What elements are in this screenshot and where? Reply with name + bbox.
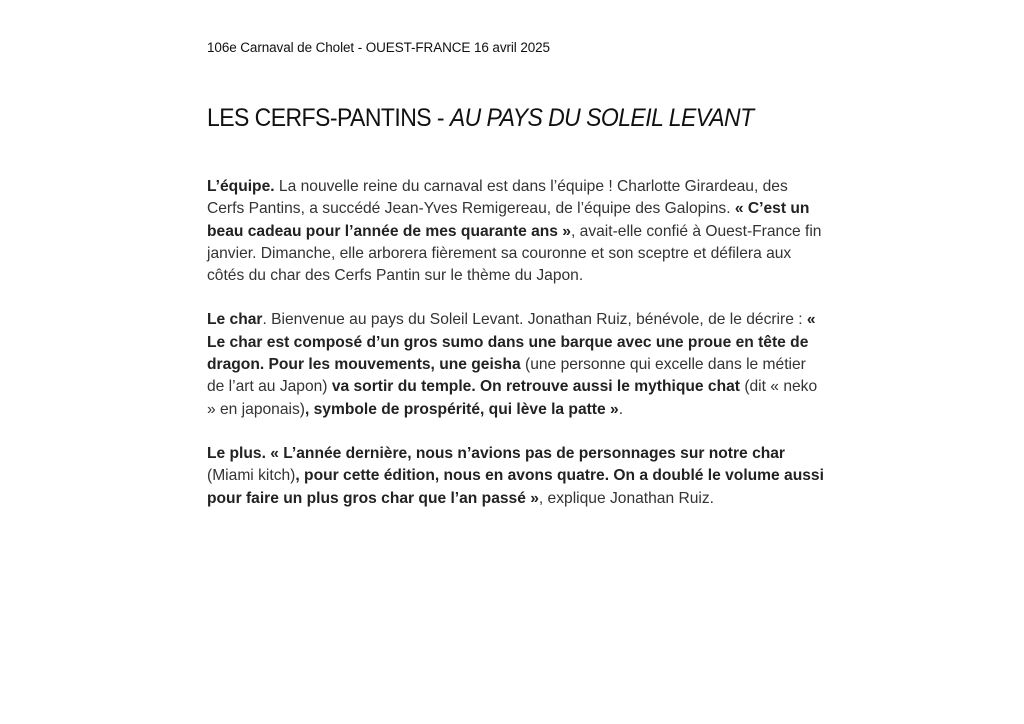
paragraph-char	[207, 309, 827, 420]
paragraph-text: (Miami kitch)	[207, 467, 296, 485]
paragraph-quote: , pour cette édition, nous en avons quatre. On a doublé le volume aussi pour faire un plus gros char que l’an passé »	[207, 467, 824, 507]
paragraph-quote: , symbole de prospérité, qui lève la patte »	[304, 400, 619, 418]
source-line: 106e Carnaval de Cholet - OUEST-FRANCE 16 avril 2025	[207, 40, 550, 55]
paragraph-quote: « C’est un beau cadeau pour l’année de mes quarante ans »	[207, 200, 810, 240]
paragraph-text: , avait-elle confié à Ouest-France fin janvier. Dimanche, elle arborera fièrement sa couronne et son sceptre et défilera aux côtés du char des Cerfs Pantin sur le thème du Japon.	[207, 222, 822, 285]
paragraph-quote: va sortir du temple. On retrouve aussi le mythique chat	[331, 378, 740, 396]
paragraph-text: , explique Jonathan Ruiz.	[538, 489, 715, 507]
paragraph-text: . Bienvenue au pays du Soleil Levant. Jonathan Ruiz, bénévole, de le décrire :	[262, 311, 807, 329]
paragraph-quote: « Le char est composé d’un gros sumo dans une barque avec une proue en tête de dragon. Pour les mouvements, une geisha	[207, 311, 816, 374]
paragraph-equipe	[207, 176, 827, 287]
paragraph-text: (dit « neko » en japonais)	[207, 378, 818, 418]
paragraph-text: .	[618, 400, 624, 418]
paragraph-text: La nouvelle reine du carnaval est dans l’équipe ! Charlotte Girardeau, des Cerfs Pantins, a succédé Jean-Yves Remigereau, de l’équipe des Galopins.	[207, 178, 788, 218]
paragraph-text: (une personne qui excelle dans le métier de l’art au Japon)	[207, 356, 806, 396]
paragraph-lead: Le char	[207, 311, 263, 329]
headline-main: LES CERFS-PANTINS -	[207, 104, 450, 132]
article-body	[207, 176, 827, 510]
paragraph-plus	[207, 443, 827, 510]
headline-subtitle: AU PAYS DU SOLEIL LEVANT	[449, 104, 754, 132]
headline	[207, 104, 754, 133]
paragraph-quote: Le plus. « L’année dernière, nous n’avions pas de personnages sur notre char	[207, 444, 786, 462]
paragraph-lead: L’équipe.	[207, 178, 275, 195]
